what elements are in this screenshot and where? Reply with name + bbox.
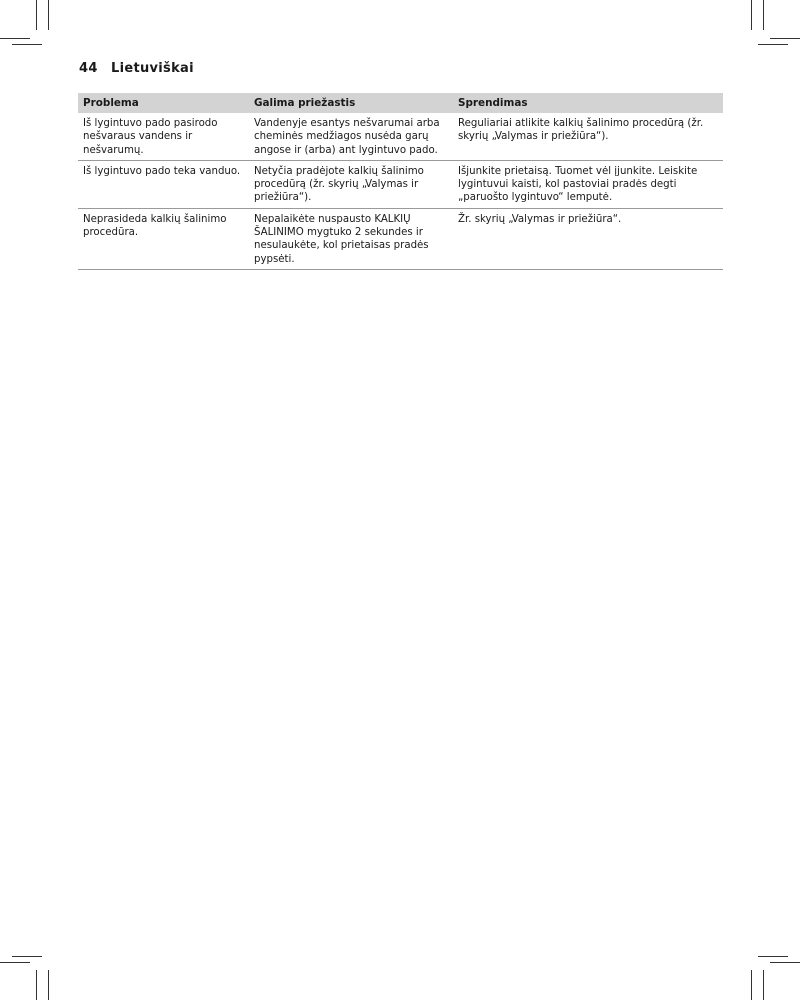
- table-row: [78, 113, 723, 160]
- problem-cell: Neprasideda kalkių šalinimo procedūra.: [78, 208, 249, 269]
- page-header: [79, 61, 194, 76]
- table-header-row: [78, 93, 723, 113]
- crop-mark: [751, 0, 752, 30]
- crop-mark: [48, 0, 49, 30]
- crop-mark: [12, 956, 42, 957]
- troubleshooting-table: [78, 93, 723, 270]
- page-number: 44: [79, 61, 98, 76]
- problem-cell: Iš lygintuvo pado teka vanduo.: [78, 160, 249, 208]
- solution-cell: Išjunkite prietaisą. Tuomet vėl įjunkite. Leiskite lygintuvui kaisti, kol pastoviai pradės degti „paruošto lygintuvo“ lemputė.: [453, 160, 723, 208]
- crop-mark: [36, 970, 37, 1000]
- section-title: Lietuviškai: [111, 61, 194, 76]
- solution-cell: Žr. skyrių „Valymas ir priežiūra“.: [453, 208, 723, 269]
- cause-cell: Netyčia pradėjote kalkių šalinimo procedūrą (žr. skyrių „Valymas ir priežiūra“).: [249, 160, 453, 208]
- crop-mark: [763, 0, 764, 30]
- crop-mark: [758, 956, 788, 957]
- crop-mark: [0, 38, 30, 39]
- table-row: [78, 160, 723, 208]
- table-row: [78, 208, 723, 269]
- cause-cell: Vandenyje esantys nešvarumai arba cheminės medžiagos nusėda garų angose ir (arba) ant lygintuvo pado.: [249, 113, 453, 160]
- crop-mark: [763, 970, 764, 1000]
- cause-cell: Nepalaikėte nuspausto KALKIŲ ŠALINIMO mygtuko 2 sekundes ir nesulaukėte, kol prietaisas pradės pypsėti.: [249, 208, 453, 269]
- crop-mark: [751, 970, 752, 1000]
- crop-mark: [770, 962, 800, 963]
- crop-mark: [12, 44, 42, 45]
- crop-mark: [758, 44, 788, 45]
- problem-cell: Iš lygintuvo pado pasirodo nešvaraus vandens ir nešvarumų.: [78, 113, 249, 160]
- crop-mark: [36, 0, 37, 30]
- column-header-problem: Problema: [78, 93, 249, 113]
- solution-cell: Reguliariai atlikite kalkių šalinimo procedūrą (žr. skyrių „Valymas ir priežiūra“).: [453, 113, 723, 160]
- column-header-cause: Galima priežastis: [249, 93, 453, 113]
- crop-mark: [0, 962, 30, 963]
- crop-mark: [48, 970, 49, 1000]
- crop-mark: [770, 38, 800, 39]
- column-header-solution: Sprendimas: [453, 93, 723, 113]
